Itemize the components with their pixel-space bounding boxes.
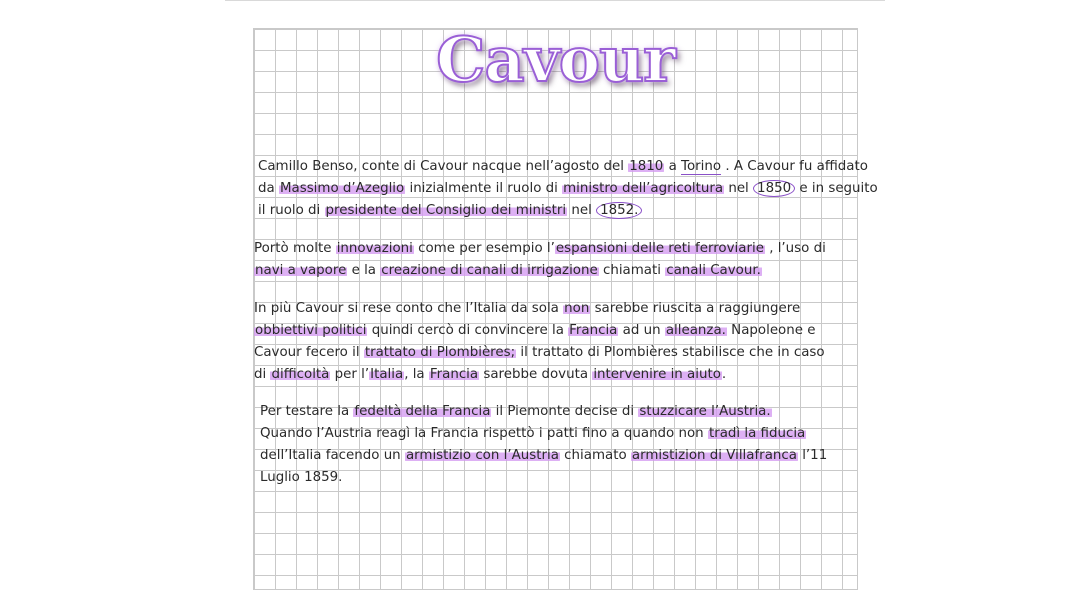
text-segment: dell’Italia facendo un [260, 448, 405, 463]
circled-text: 1850 [753, 180, 795, 197]
text-segment: Luglio 1859. [260, 470, 343, 485]
highlighted-text: tradì la fiducia [708, 426, 806, 441]
text-segment: e in seguito [795, 181, 878, 196]
text-segment: Quando l’Austria reagì la Francia rispettò i patti fino a quando non [260, 426, 708, 441]
text-segment: e la [347, 263, 381, 278]
text-segment: sarebbe dovuta [479, 367, 593, 382]
highlighted-text: Massimo d’Azeglio [279, 181, 405, 196]
highlighted-text: difficoltà [271, 367, 330, 382]
text-line [260, 467, 827, 489]
text-line [258, 156, 878, 178]
text-segment: il trattato di Plombières stabilisce che in caso [516, 345, 825, 360]
text-segment: per l’ [330, 367, 370, 382]
highlighted-text: canali Cavour. [666, 263, 761, 278]
highlighted-text: non [564, 301, 590, 316]
text-segment: Napoleone e [726, 323, 816, 338]
text-line [254, 364, 825, 386]
text-segment: chiamati [598, 263, 666, 278]
highlighted-text: Francia [569, 323, 618, 338]
text-segment: il Piemonte decise di [491, 404, 639, 419]
highlighted-text: 1810 [629, 159, 664, 174]
paragraph-4 [260, 401, 827, 489]
page-title: Cavour [436, 23, 675, 96]
highlighted-text: navi a vapore [255, 263, 347, 278]
highlighted-text: ministro dell’agricoltura [563, 181, 724, 196]
highlighted-text: armistizion di Villafranca [631, 448, 797, 463]
highlighted-text: stuzzicare l’Austria. [639, 404, 771, 419]
text-segment: di [254, 367, 271, 382]
text-segment: ad un [618, 323, 665, 338]
text-line [254, 342, 825, 364]
top-divider [225, 0, 885, 1]
text-line [260, 401, 827, 423]
highlighted-text: Francia [429, 367, 479, 382]
text-segment: Camillo Benso, conte di Cavour nacque nell’agosto del [258, 159, 629, 174]
text-segment: quindi cercò di convincere la [367, 323, 569, 338]
text-segment: Portò molte [254, 241, 336, 256]
text-line [254, 260, 826, 282]
text-segment: . A Cavour fu affidato [721, 159, 868, 174]
highlighted-text: obbiettivi politici [255, 323, 367, 338]
text-segment: nel [724, 181, 754, 196]
text-segment: , l’uso di [764, 241, 826, 256]
text-segment: l’11 [797, 448, 828, 463]
text-segment: Per testare la [260, 404, 354, 419]
text-segment: In più Cavour si rese conto che l’Italia da sola [254, 301, 564, 316]
highlighted-text: alleanza. [665, 323, 726, 338]
text-segment: il ruolo di [258, 203, 325, 218]
text-segment: sarebbe riuscita a raggiungere [590, 301, 801, 316]
paragraph-1 [258, 156, 878, 222]
highlighted-text: innovazioni [336, 241, 413, 256]
highlighted-text: espansioni delle reti ferroviarie [555, 241, 764, 256]
text-line [254, 238, 826, 260]
underlined-text: Torino [681, 159, 722, 174]
text-line [260, 423, 827, 445]
circled-text: 1852. [596, 202, 642, 219]
text-segment: nel [567, 203, 597, 218]
text-segment: , la [404, 367, 429, 382]
text-segment: chiamato [559, 448, 631, 463]
text-line [260, 445, 827, 467]
text-segment: . [721, 367, 727, 382]
paragraph-2 [254, 238, 826, 282]
text-segment: inizialmente il ruolo di [405, 181, 563, 196]
text-line [258, 178, 878, 200]
highlighted-text: Italia [370, 367, 404, 382]
text-segment: a [664, 159, 682, 174]
highlighted-text: creazione di canali di irrigazione [381, 263, 598, 278]
text-segment: Cavour fecero il [254, 345, 364, 360]
text-line [258, 200, 878, 222]
highlighted-text: presidente del Consiglio dei ministri [325, 203, 567, 218]
highlighted-text: trattato di Plombières; [364, 345, 516, 360]
highlighted-text: intervenire in aiuto [593, 367, 721, 382]
text-line [254, 298, 825, 320]
text-line [254, 320, 825, 342]
highlighted-text: fedeltà della Francia [354, 404, 491, 419]
paragraph-3 [254, 298, 825, 386]
text-segment: da [258, 181, 279, 196]
text-segment: come per esempio l’ [413, 241, 555, 256]
highlighted-text: armistizio con l’Austria [405, 448, 559, 463]
